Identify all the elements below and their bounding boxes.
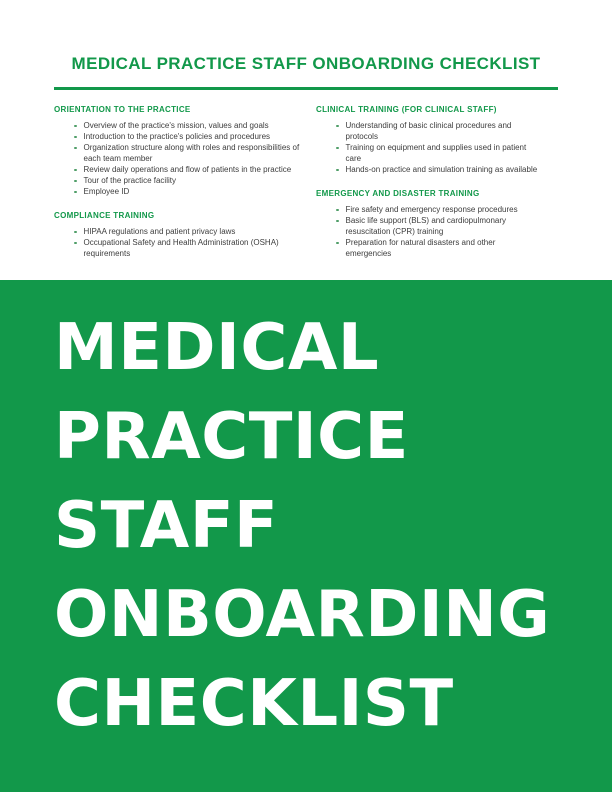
section-emergency-training bbox=[316, 188, 538, 259]
cover-banner bbox=[0, 280, 612, 792]
list-item bbox=[316, 120, 538, 142]
bullet-dot bbox=[74, 242, 77, 245]
bullet-dot bbox=[74, 231, 77, 234]
list-item bbox=[54, 164, 306, 175]
title-divider bbox=[54, 87, 558, 90]
list-item bbox=[316, 164, 538, 175]
banner-title-line: STAFF bbox=[54, 489, 279, 563]
list-item bbox=[316, 237, 538, 259]
left-column bbox=[54, 104, 306, 259]
bullet-dot bbox=[74, 191, 77, 194]
section-clinical-training bbox=[316, 104, 538, 175]
banner-title-line: PRACTICE bbox=[54, 400, 409, 474]
list-item-text: Review daily operations and flow of patients in the practice bbox=[83, 165, 292, 174]
list-item-text: Occupational Safety and Health Administration (OSHA) requirements bbox=[83, 238, 279, 258]
list-item bbox=[316, 204, 538, 215]
list-item bbox=[54, 237, 306, 259]
section-orientation bbox=[54, 104, 306, 197]
list-item-text: Fire safety and emergency response procedures bbox=[345, 205, 518, 214]
list-item-text: Training on equipment and supplies used in patient care bbox=[345, 143, 527, 163]
list-item-text: Overview of the practice's mission, values and goals bbox=[83, 121, 269, 130]
list-item-text: Introduction to the practice's policies and procedures bbox=[83, 132, 271, 141]
bullet-dot bbox=[336, 209, 339, 212]
banner-title-line: MEDICAL bbox=[54, 311, 380, 385]
page-title: MEDICAL PRACTICE STAFF ONBOARDING CHECKLIST bbox=[71, 54, 541, 73]
bullet-dot bbox=[336, 242, 339, 245]
section-heading: CLINICAL TRAINING (FOR CLINICAL STAFF) bbox=[316, 105, 497, 114]
bullet-dot bbox=[336, 147, 339, 150]
list-item bbox=[54, 175, 306, 186]
bullet-dot bbox=[336, 220, 339, 223]
bullet-dot bbox=[74, 147, 77, 150]
banner-title bbox=[54, 304, 550, 749]
bullet-dot bbox=[336, 169, 339, 172]
list-item bbox=[54, 226, 306, 237]
right-column bbox=[316, 104, 538, 259]
list-item bbox=[54, 186, 306, 197]
banner-title-line: ONBOARDING bbox=[54, 578, 551, 652]
list-item-text: Preparation for natural disasters and other emergencies bbox=[345, 238, 496, 258]
banner-title-line: CHECKLIST bbox=[54, 667, 454, 741]
list-item-text: Understanding of basic clinical procedures and protocols bbox=[345, 121, 512, 141]
list-item-text: Organization structure along with roles and responsibilities of each team member bbox=[83, 143, 300, 163]
bullet-dot bbox=[74, 169, 77, 172]
bullet-dot bbox=[74, 136, 77, 139]
bullet-list bbox=[54, 226, 306, 259]
bullet-list bbox=[316, 204, 538, 259]
section-heading: COMPLIANCE TRAINING bbox=[54, 211, 155, 220]
list-item bbox=[54, 142, 306, 164]
list-item bbox=[316, 142, 538, 164]
bullet-list bbox=[316, 120, 538, 175]
list-item-text: HIPAA regulations and patient privacy laws bbox=[83, 227, 236, 236]
section-compliance bbox=[54, 210, 306, 259]
list-item-text: Tour of the practice facility bbox=[83, 176, 176, 185]
list-item-text: Employee ID bbox=[83, 187, 130, 196]
bullet-list bbox=[54, 120, 306, 197]
list-item-text: Hands-on practice and simulation training as available bbox=[345, 165, 538, 174]
bullet-dot bbox=[74, 180, 77, 183]
bullet-dot bbox=[336, 125, 339, 128]
bullet-dot bbox=[74, 125, 77, 128]
list-item bbox=[54, 120, 306, 131]
list-item bbox=[54, 131, 306, 142]
list-item bbox=[316, 215, 538, 237]
section-heading: EMERGENCY AND DISASTER TRAINING bbox=[316, 189, 480, 198]
section-heading: ORIENTATION TO THE PRACTICE bbox=[54, 105, 191, 114]
list-item-text: Basic life support (BLS) and cardiopulmonary resuscitation (CPR) training bbox=[345, 216, 507, 236]
